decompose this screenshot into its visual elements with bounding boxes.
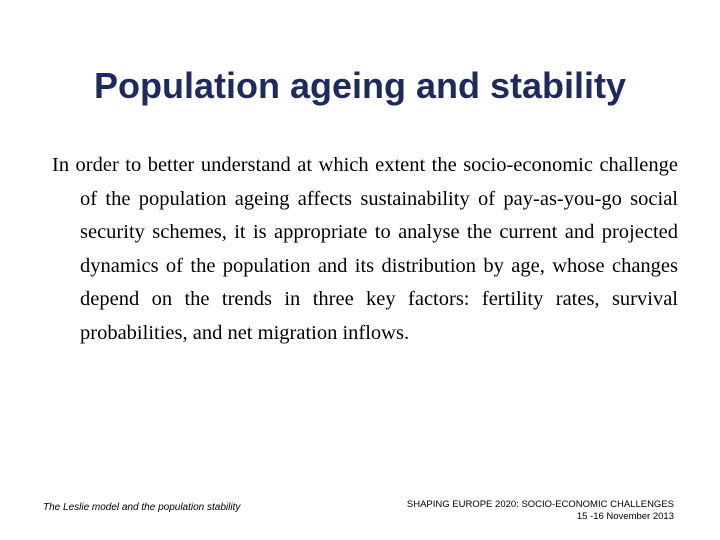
- slide-title: Population ageing and stability: [93, 65, 627, 106]
- footer-conference-info: [407, 499, 674, 523]
- footer-presentation-title: The Leslie model and the population stability: [43, 502, 241, 513]
- slide-body-text: In order to better understand at which extent the socio-economic challenge of the population ageing affects sustainability of pay-as-you-go social security schemes, it is appropriate to analyse the current and projected dynamics of the population and its distribution by age, whose changes depend on the trends in three key factors: fertility rates, survival probabilities, and net migration inflows.: [52, 154, 678, 344]
- footer-conference-date: 15 -16 November 2013: [576, 511, 674, 522]
- footer-conference-name: SHAPING EUROPE 2020: SOCIO-ECONOMIC CHALLENGES: [406, 499, 674, 510]
